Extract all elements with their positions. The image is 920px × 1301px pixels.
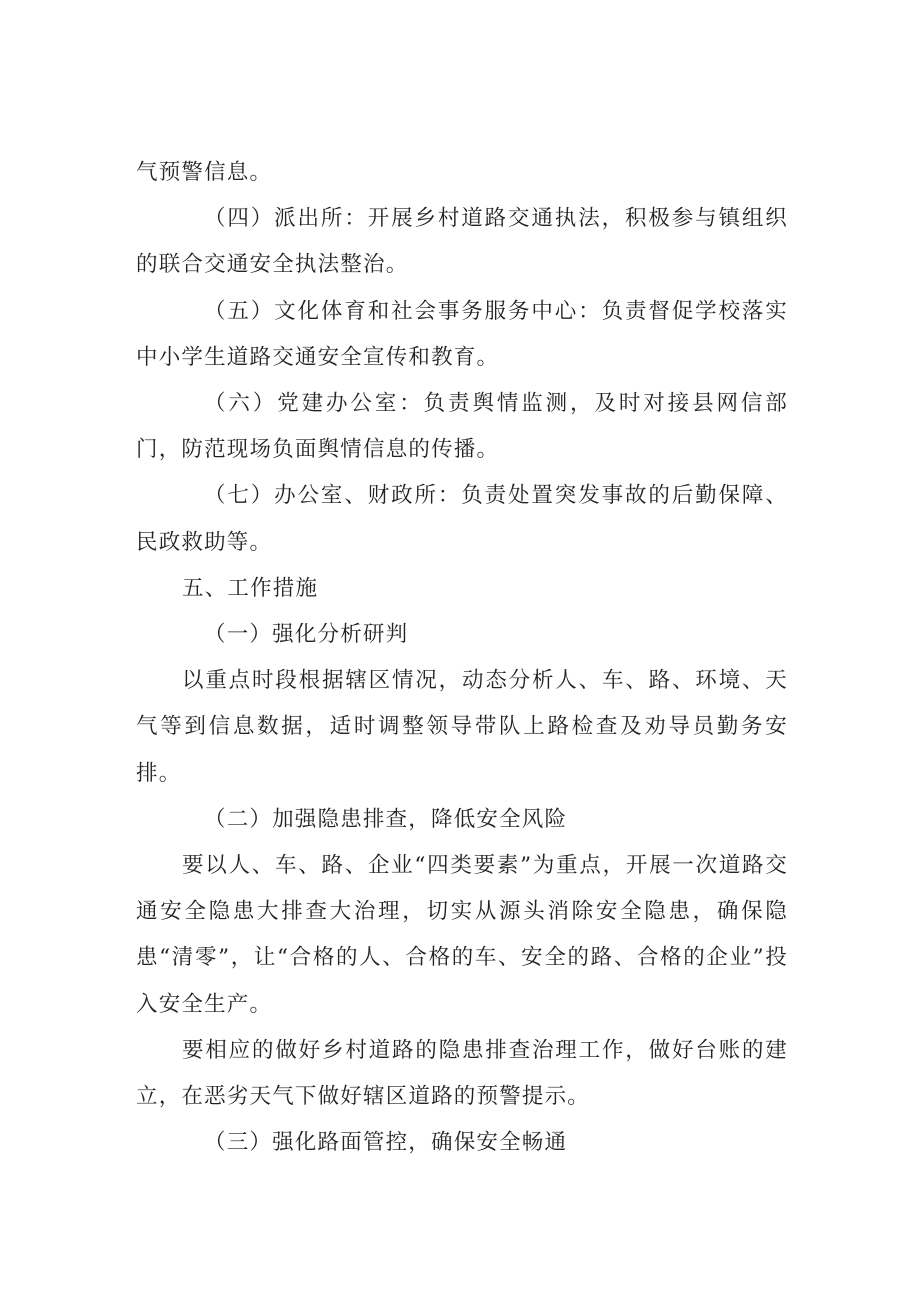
subheading-hazard-check: （二）加强隐患排查，降低安全风险	[204, 806, 568, 832]
paragraph-culture-center: （五）文化体育和社会事务服务中心：负责督促学校落实中小学生道路交通安全宣传和教育。	[136, 298, 788, 370]
paragraph-police-station: （四）派出所：开展乡村道路交通执法，积极参与镇组织的联合交通安全执法整治。	[136, 206, 788, 278]
subheading-analysis: （一）强化分析研判	[204, 622, 409, 648]
paragraph-hazard-check: 要以人、车、路、企业“四类要素”为重点，开展一次道路交通安全隐患大排查大治理，切实从源头消除安全隐患，确保隐患“清零”，让“合格的人、合格的车、安全的路、合格的企业”投入安全生产。	[136, 853, 788, 1017]
paragraph-party-office: （六）党建办公室：负责舆情监测，及时对接县网信部门，防范现场负面舆情信息的传播。	[136, 391, 788, 463]
document-body	[136, 150, 788, 1166]
paragraph-rural-roads: 要相应的做好乡村道路的隐患排查治理工作，做好台账的建立，在恶劣天气下做好辖区道路的预警提示。	[136, 1037, 788, 1110]
paragraph-office-finance: （七）办公室、财政所：负责处置突发事故的后勤保障、民政救助等。	[136, 483, 788, 555]
subheading-road-control: （三）强化路面管控，确保安全畅通	[204, 1130, 568, 1156]
paragraph-continuation: 气预警信息。	[136, 160, 273, 185]
paragraph-analysis: 以重点时段根据辖区情况，动态分析人、车、路、环境、天气等到信息数据，适时调整领导带队上路检查及劝导员勤务安排。	[136, 668, 788, 786]
section-heading-measures: 五、工作措施	[182, 575, 319, 601]
